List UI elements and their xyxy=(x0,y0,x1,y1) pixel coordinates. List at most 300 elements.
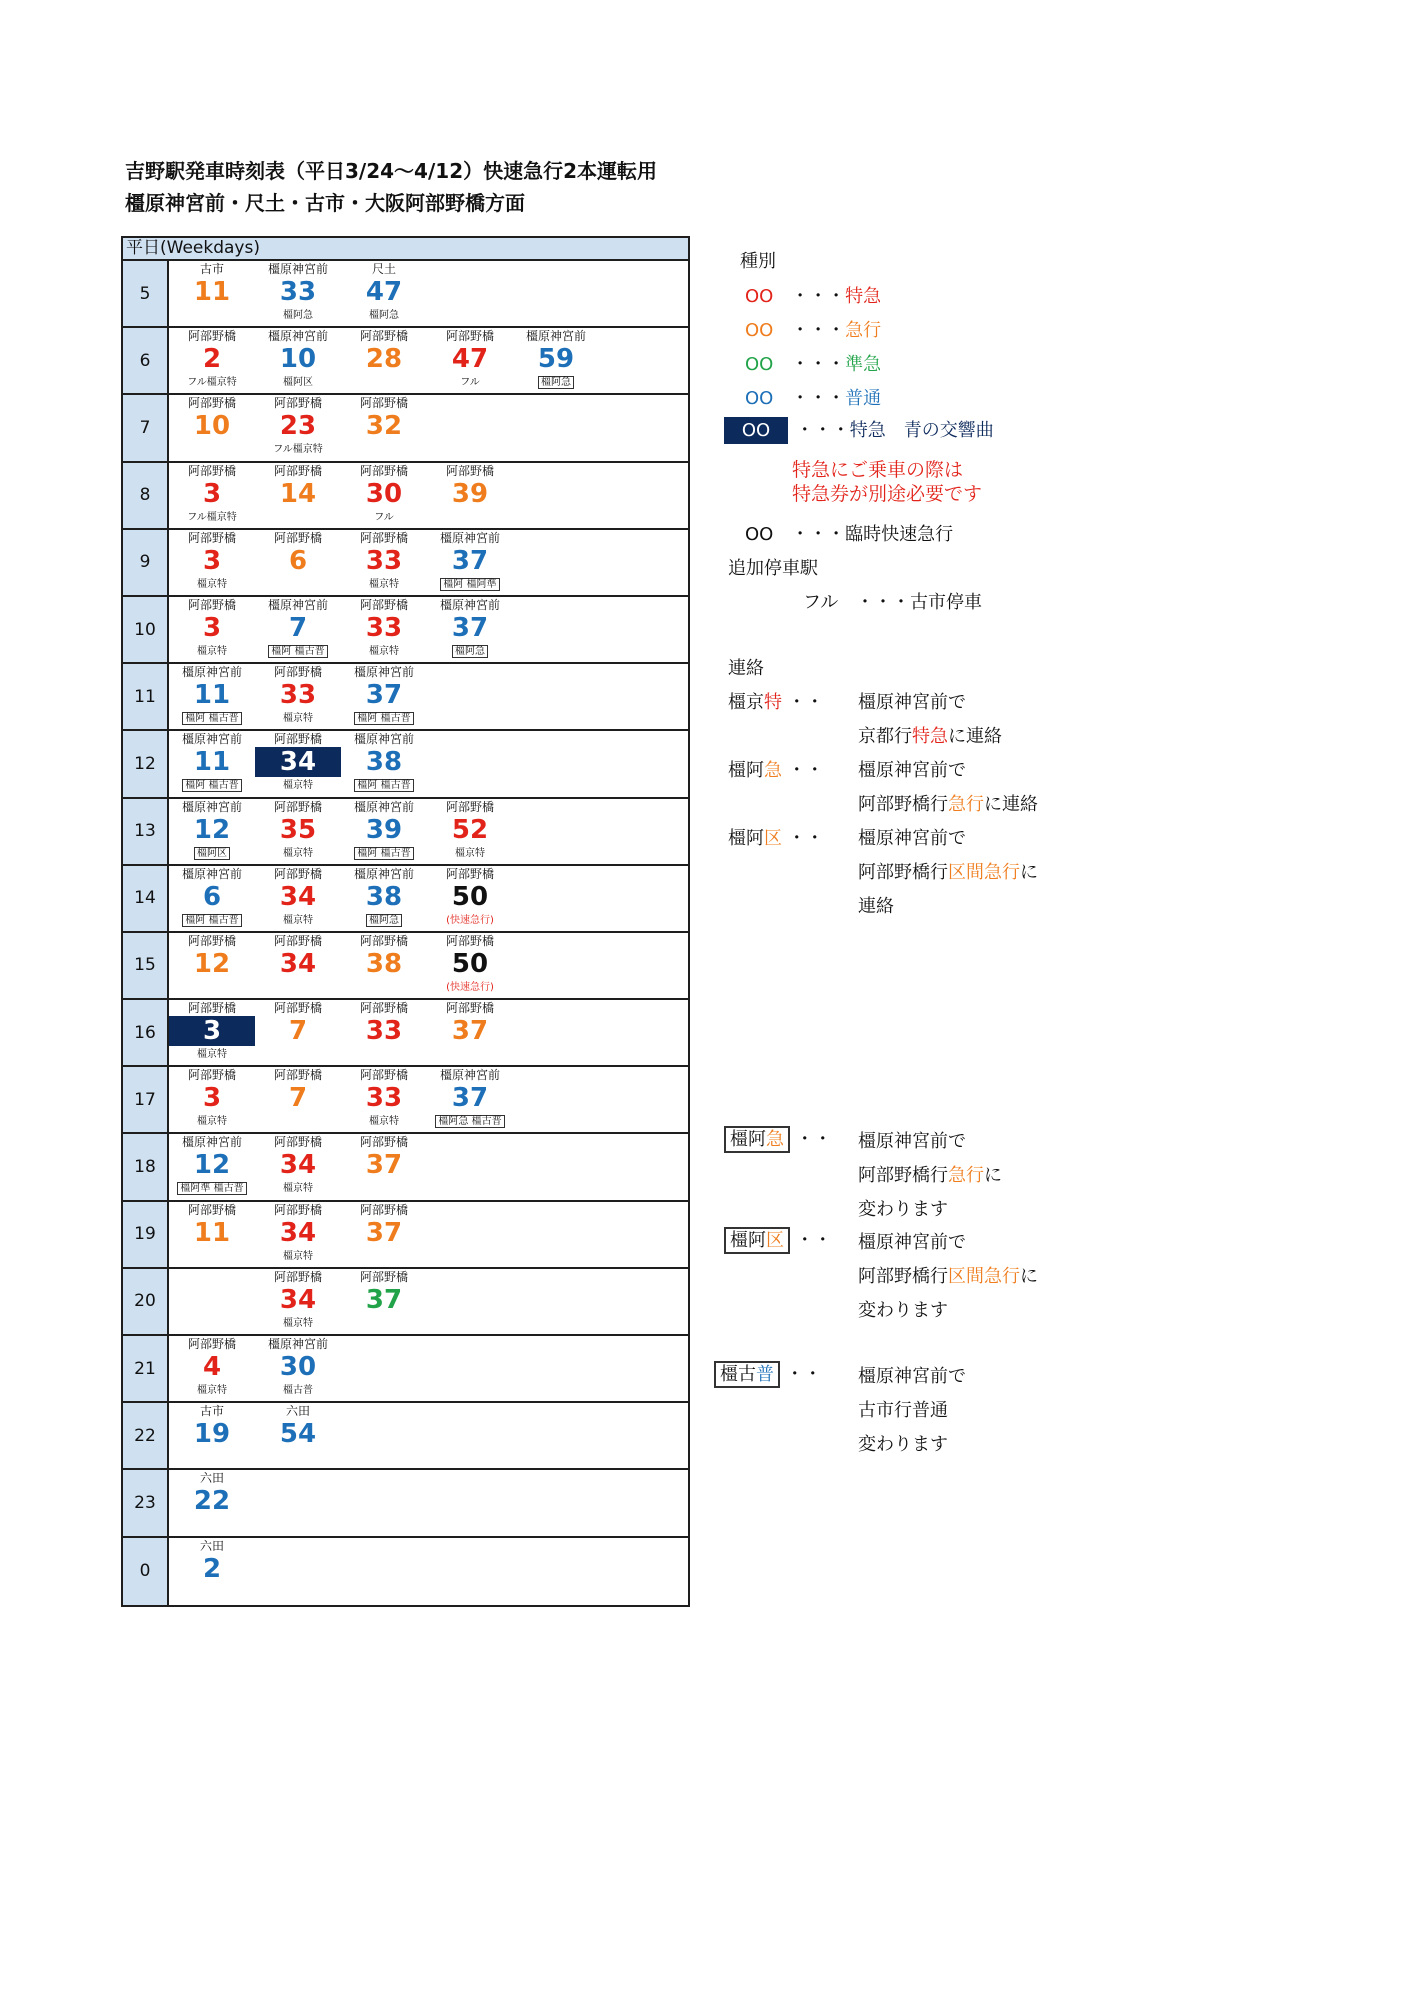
note-text: フル橿京特 xyxy=(187,377,237,389)
destination: 橿原神宮前 xyxy=(439,1068,500,1083)
departure-minute: 3 xyxy=(202,1083,222,1114)
t: に連絡 xyxy=(984,794,1038,815)
legend-type-ltd xyxy=(745,282,881,308)
hour-cell: 23 xyxy=(123,1470,169,1535)
contact-abeno-sec-line1: 橿原神宮前で xyxy=(858,828,966,849)
departure xyxy=(341,1067,427,1132)
hour-cell: 15 xyxy=(123,933,169,998)
connection-note xyxy=(341,712,427,725)
departure-minute: 23 xyxy=(279,411,317,442)
departure-minute: 38 xyxy=(365,747,403,778)
departure xyxy=(169,261,255,326)
destination: 橿原神宮前 xyxy=(181,866,242,881)
departure xyxy=(341,664,427,729)
hour-cell: 21 xyxy=(123,1336,169,1401)
destination: 橿原神宮前 xyxy=(439,530,500,545)
departure xyxy=(255,1336,341,1401)
legend-code: OO xyxy=(745,388,774,409)
destination: 阿部野橋 xyxy=(273,1001,322,1016)
boxed-abeno-sec-line2 xyxy=(858,1262,1038,1288)
timetable-row xyxy=(123,866,688,933)
departure-minute: 39 xyxy=(365,814,403,845)
timetable-row xyxy=(123,261,688,328)
destination: 阿部野橋 xyxy=(187,933,236,948)
contact-code-abeno-exp: 橿阿急 ・・ xyxy=(728,760,824,781)
connection-note xyxy=(341,309,427,322)
destination: 阿部野橋 xyxy=(359,1001,408,1016)
legend-code: OO xyxy=(745,320,774,341)
note-text: 橿阿準 橿古普 xyxy=(177,1182,246,1195)
boxed-abeno-sec-line1: 橿原神宮前で xyxy=(858,1232,966,1253)
note-text: 橿阿 橿古普 xyxy=(182,712,241,725)
hour-cell: 10 xyxy=(123,597,169,662)
contact-abeno-exp-line1: 橿原神宮前で xyxy=(858,760,966,781)
connection-note xyxy=(169,578,255,591)
t: に xyxy=(1020,1266,1038,1287)
departure-cells xyxy=(169,1202,688,1267)
departure-cells xyxy=(169,731,688,796)
note-text: 橿京特 xyxy=(283,780,313,792)
departure-minute: 39 xyxy=(451,478,489,509)
contact-kyoto-line1: 橿原神宮前で xyxy=(858,692,966,713)
departure-minute: 47 xyxy=(451,344,489,375)
destination: 阿部野橋 xyxy=(273,933,322,948)
hour-cell: 14 xyxy=(123,866,169,931)
departure xyxy=(255,1134,341,1199)
departure-minute: 34 xyxy=(279,1150,317,1181)
timetable-row xyxy=(123,933,688,1000)
connection-note xyxy=(255,645,341,658)
boxed-furuichi-line1: 橿原神宮前で xyxy=(858,1366,966,1387)
legend-type-semi xyxy=(745,350,881,376)
connection-note xyxy=(427,578,513,591)
legend-dots: ・・・ xyxy=(856,592,911,613)
legend-full-desc: 古市停車 xyxy=(910,592,983,613)
departure xyxy=(169,1000,255,1065)
connection-note xyxy=(427,645,513,658)
departure xyxy=(341,328,427,393)
timetable-row xyxy=(123,328,688,395)
departure-minute: 7 xyxy=(288,612,308,643)
connection-note xyxy=(341,578,427,591)
departure-minute: 30 xyxy=(279,1352,317,1382)
departure-minute: 22 xyxy=(193,1486,231,1517)
departure-minute: 11 xyxy=(193,277,231,307)
departure xyxy=(169,530,255,595)
departure xyxy=(341,799,427,864)
note-text: 橿阿 橿古普 xyxy=(354,779,413,792)
timetable-row xyxy=(123,799,688,866)
legend-added-title: 追加停車駅 xyxy=(728,558,818,579)
destination: 阿部野橋 xyxy=(445,866,494,881)
t: 阿部野橋行 xyxy=(858,1165,948,1186)
departure xyxy=(169,1336,255,1401)
destination: 阿部野橋 xyxy=(187,597,236,612)
destination: 六田 xyxy=(199,1471,224,1486)
departure xyxy=(255,799,341,864)
departure xyxy=(341,530,427,595)
code-type: 区 xyxy=(766,1230,784,1251)
connection-note xyxy=(255,712,341,725)
code-type: 急 xyxy=(764,760,782,781)
legend-code: OO xyxy=(745,524,774,545)
departure xyxy=(427,866,513,931)
departure-cells xyxy=(169,395,688,460)
hour-cell: 17 xyxy=(123,1067,169,1132)
timetable-row xyxy=(123,530,688,597)
departure-minute: 14 xyxy=(279,478,317,509)
departure-cells xyxy=(169,664,688,729)
destination: 阿部野橋 xyxy=(359,1068,408,1083)
timetable-row xyxy=(123,1538,688,1605)
destination: 阿部野橋 xyxy=(187,1001,236,1016)
hour-cell: 9 xyxy=(123,530,169,595)
boxed-abeno-sec-line3: 変わります xyxy=(858,1300,948,1321)
departure-minute: 11 xyxy=(193,1217,231,1248)
note-text: 橿京特 xyxy=(369,578,399,590)
departure-cells xyxy=(169,1336,688,1401)
departure-minute: 37 xyxy=(365,1284,403,1315)
departure-minute: 6 xyxy=(202,881,222,912)
destination: 阿部野橋 xyxy=(359,597,408,612)
code-type: 特 xyxy=(764,692,782,713)
note-text: フル橿京特 xyxy=(273,444,323,456)
departure xyxy=(169,1067,255,1132)
legend-dots: ・・・ xyxy=(791,388,846,409)
destination: 阿部野橋 xyxy=(273,1202,322,1217)
note-text: フル橿京特 xyxy=(187,511,237,523)
destination: 阿部野橋 xyxy=(359,1202,408,1217)
connection-note xyxy=(341,914,427,927)
note-text: 橿京特 xyxy=(197,1385,227,1396)
boxed-furuichi-line3: 変わります xyxy=(858,1434,948,1455)
destination: 橿原神宮前 xyxy=(353,732,414,747)
note-text: 橿阿急 橿古普 xyxy=(435,1115,504,1128)
departure xyxy=(169,1269,255,1334)
contact-code-kyoto: 橿京特 ・・ xyxy=(728,692,824,713)
destination: 阿部野橋 xyxy=(273,1135,322,1150)
t: に xyxy=(1020,862,1038,883)
note-text: 橿京特 xyxy=(283,1317,313,1329)
code-type: 急 xyxy=(766,1129,784,1150)
note-text: 橿京特 xyxy=(283,713,313,725)
note-text: 橿阿 橿古普 xyxy=(268,645,327,658)
departure-minute: 38 xyxy=(365,948,403,979)
legend-warning-1: 特急にご乗車の際は xyxy=(792,459,964,481)
departure-cells xyxy=(169,1470,688,1535)
note-text: 橿阿急 xyxy=(366,914,402,927)
destination: 尺土 xyxy=(371,262,396,276)
departure-minute: 7 xyxy=(288,1016,308,1047)
departure xyxy=(341,1000,427,1065)
departure xyxy=(427,597,513,662)
code-text: 橿阿 xyxy=(728,828,764,849)
connection-note xyxy=(255,779,341,792)
legend-label-semi: 準急 xyxy=(845,354,882,375)
legend-kind-title: 種別 xyxy=(740,251,776,272)
connection-note xyxy=(427,847,513,860)
connection-note xyxy=(169,712,255,725)
connection-note xyxy=(427,376,513,389)
t: 阿部野橋行 xyxy=(858,862,948,883)
legend-dots: ・・・ xyxy=(791,524,846,545)
note-text: 橿京特 xyxy=(197,645,227,657)
note-text: 橿阿急 xyxy=(283,310,313,321)
legend-type-rapid xyxy=(745,520,953,546)
departure-minute: 11 xyxy=(193,680,231,711)
departure xyxy=(255,1067,341,1132)
boxed-abeno-exp-line1: 橿原神宮前で xyxy=(858,1131,966,1152)
destination: 橿原神宮前 xyxy=(353,799,414,814)
connection-note xyxy=(169,847,255,860)
departure-minute: 50 xyxy=(451,948,489,979)
departure xyxy=(169,328,255,393)
destination: 阿部野橋 xyxy=(187,463,236,478)
departure-minute: 34 xyxy=(279,948,317,979)
t: 阿部野橋行 xyxy=(858,794,948,815)
departure xyxy=(427,328,513,393)
departure-cells xyxy=(169,1538,688,1605)
departure-minute: 3 xyxy=(169,1016,255,1046)
departure xyxy=(427,933,513,998)
destination: 橿原神宮前 xyxy=(267,597,328,612)
legend-dots: ・・・ xyxy=(791,354,846,375)
departure-minute: 30 xyxy=(365,478,403,509)
connection-note xyxy=(255,443,341,456)
timetable-row xyxy=(123,1470,688,1537)
hour-cell: 16 xyxy=(123,1000,169,1065)
connection-note xyxy=(427,914,513,927)
note-text: フル xyxy=(374,511,394,523)
departure-minute: 37 xyxy=(451,1083,489,1114)
connection-note xyxy=(255,376,341,389)
connection-note xyxy=(341,645,427,658)
destination: 阿部野橋 xyxy=(187,1202,236,1217)
departure xyxy=(169,1202,255,1267)
departure xyxy=(255,530,341,595)
connection-note xyxy=(255,309,341,322)
departure-minute: 37 xyxy=(451,545,489,576)
departure-minute: 4 xyxy=(202,1352,222,1382)
hour-cell: 22 xyxy=(123,1403,169,1468)
hour-cell: 12 xyxy=(123,731,169,796)
departure-minute: 10 xyxy=(193,411,231,442)
connection-note xyxy=(341,1115,427,1128)
destination: 阿部野橋 xyxy=(273,396,322,411)
destination: 阿部野橋 xyxy=(359,1135,408,1150)
hour-cell: 6 xyxy=(123,328,169,393)
departure xyxy=(341,731,427,796)
t: 阿部野橋行 xyxy=(858,1266,948,1287)
timetable-row xyxy=(123,731,688,798)
departure xyxy=(255,1202,341,1267)
legend-dots: ・・・ xyxy=(791,320,846,341)
timetable-row xyxy=(123,1403,688,1470)
departure-minute: 28 xyxy=(365,344,403,375)
timetable xyxy=(121,236,690,1607)
connection-note xyxy=(341,511,427,524)
timetable-row xyxy=(123,1336,688,1403)
departure xyxy=(169,1403,255,1468)
destination: 阿部野橋 xyxy=(187,1068,236,1083)
legend-label-rapid: 臨時快速急行 xyxy=(845,524,954,545)
note-text: 橿古普 xyxy=(283,1385,313,1396)
hour-cell: 20 xyxy=(123,1269,169,1334)
legend-code: OO xyxy=(724,417,788,444)
departure xyxy=(169,395,255,460)
destination: 阿部野橋 xyxy=(187,396,236,411)
departure-minute: 37 xyxy=(451,612,489,643)
hour-cell: 13 xyxy=(123,799,169,864)
connection-note xyxy=(255,914,341,927)
note-text: 橿京特 xyxy=(369,645,399,657)
departure xyxy=(255,1403,341,1468)
legend-dots: ・・・ xyxy=(795,420,850,441)
connection-note xyxy=(341,779,427,792)
destination: 阿部野橋 xyxy=(445,933,494,948)
destination: 古市 xyxy=(199,262,224,276)
departure-minute: 3 xyxy=(202,545,222,576)
t: 京都行 xyxy=(858,726,912,747)
departure xyxy=(427,1000,513,1065)
departure-minute: 11 xyxy=(193,747,231,778)
hour-cell: 0 xyxy=(123,1538,169,1605)
timetable-row xyxy=(123,1202,688,1269)
departure-minute xyxy=(169,1285,255,1315)
timetable-row xyxy=(123,1000,688,1067)
destination: 橿原神宮前 xyxy=(525,329,586,344)
note-text: 橿阿 橿古普 xyxy=(182,914,241,927)
departure xyxy=(169,933,255,998)
departure-minute: 34 xyxy=(279,881,317,912)
code-type: 区 xyxy=(764,828,782,849)
destination: 橿原神宮前 xyxy=(439,597,500,612)
departure-minute: 33 xyxy=(365,612,403,643)
destination: 阿部野橋 xyxy=(359,463,408,478)
note-text: 橿京特 xyxy=(283,1250,313,1262)
connection-note xyxy=(427,1115,513,1128)
destination: 橿原神宮前 xyxy=(181,799,242,814)
departure-cells xyxy=(169,328,688,393)
timetable-row xyxy=(123,1134,688,1201)
destination: 阿部野橋 xyxy=(445,463,494,478)
departure xyxy=(255,731,341,796)
legend-label-blue: 特急 青の交響曲 xyxy=(849,420,994,441)
legend-code: OO xyxy=(745,354,774,375)
hour-cell: 11 xyxy=(123,664,169,729)
timetable-row xyxy=(123,463,688,530)
t: 区間急行 xyxy=(948,1266,1020,1287)
departure-minute: 12 xyxy=(193,1150,231,1181)
departure xyxy=(427,799,513,864)
departure-minute: 54 xyxy=(279,1419,317,1450)
departure-minute: 19 xyxy=(193,1419,231,1450)
departure-minute: 33 xyxy=(279,680,317,711)
code-text: 橿古 xyxy=(720,1364,756,1385)
destination: 阿部野橋 xyxy=(273,799,322,814)
legend-type-local xyxy=(745,384,881,410)
departure-cells xyxy=(169,1269,688,1334)
departure-minute: 37 xyxy=(365,680,403,711)
note-text: (快速急行) xyxy=(446,914,494,926)
destination: 橿原神宮前 xyxy=(267,329,328,344)
code-type: 普 xyxy=(756,1364,774,1385)
page-subtitle: 橿原神宮前・尺土・古市・大阪阿部野橋方面 xyxy=(125,191,525,215)
note-text: 橿阿急 xyxy=(369,310,399,321)
destination: 阿部野橋 xyxy=(273,463,322,478)
legend-dots: ・・・ xyxy=(791,286,846,307)
departure xyxy=(255,597,341,662)
departure-minute: 33 xyxy=(365,545,403,576)
departure-minute: 33 xyxy=(365,1016,403,1047)
t: 特急 xyxy=(912,726,948,747)
boxed-abeno-exp-line3: 変わります xyxy=(858,1199,948,1220)
note-text: 橿京特 xyxy=(283,1183,313,1195)
t: に xyxy=(984,1165,1002,1186)
legend-full xyxy=(803,588,982,614)
departure xyxy=(169,799,255,864)
departure xyxy=(341,933,427,998)
departure xyxy=(169,664,255,729)
contact-kyoto-line2 xyxy=(858,722,1002,748)
timetable-row xyxy=(123,597,688,664)
destination: 阿部野橋 xyxy=(273,1269,322,1284)
departure-minute: 37 xyxy=(365,1217,403,1248)
destination: 橿原神宮前 xyxy=(267,262,328,276)
boxed-code-furuichi-local: 橿古普 ・・ xyxy=(714,1360,822,1386)
departure xyxy=(255,261,341,326)
destination: 阿部野橋 xyxy=(359,396,408,411)
destination: 阿部野橋 xyxy=(359,1269,408,1284)
departure xyxy=(341,1269,427,1334)
departure xyxy=(169,866,255,931)
departure-minute: 35 xyxy=(279,814,317,845)
destination: 古市 xyxy=(199,1404,224,1419)
legend-full-code: フル xyxy=(803,592,839,613)
departure xyxy=(255,866,341,931)
departure xyxy=(169,1134,255,1199)
departure-minute: 33 xyxy=(365,1083,403,1114)
departure xyxy=(255,1269,341,1334)
departure-cells xyxy=(169,597,688,662)
contact-abeno-sec-line2 xyxy=(858,858,1038,884)
contact-code-abeno-sec: 橿阿区 ・・ xyxy=(728,828,824,849)
departure-cells xyxy=(169,1403,688,1468)
departure xyxy=(341,866,427,931)
timetable-row xyxy=(123,395,688,462)
connection-note xyxy=(513,376,599,389)
note-text: 橿京特 xyxy=(283,914,313,926)
t: に連絡 xyxy=(948,726,1002,747)
destination: 六田 xyxy=(199,1538,224,1553)
timetable-row xyxy=(123,1269,688,1336)
legend-type-exp xyxy=(745,316,881,342)
departure-cells xyxy=(169,933,688,998)
code-text: 橿阿 xyxy=(730,1230,766,1251)
departure-cells xyxy=(169,1134,688,1199)
departure xyxy=(255,395,341,460)
departure-cells xyxy=(169,530,688,595)
legend-type-blue xyxy=(724,416,994,444)
note-text: 橿阿 橿古普 xyxy=(354,847,413,860)
departure xyxy=(341,597,427,662)
departure-minute: 32 xyxy=(365,411,403,442)
destination: 橿原神宮前 xyxy=(181,665,242,680)
departure xyxy=(341,1202,427,1267)
legend-label-exp: 急行 xyxy=(845,320,882,341)
departure xyxy=(255,1000,341,1065)
code-text: 橿阿 xyxy=(730,1129,766,1150)
